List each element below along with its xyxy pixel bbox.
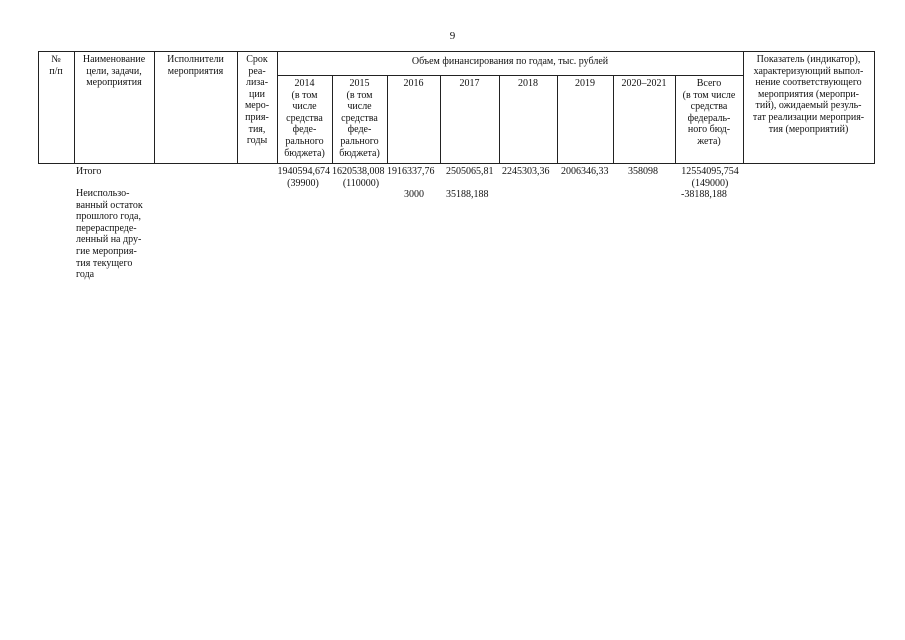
header-funding-title: Объем финансирования по годам, тыс. рублей [411,56,609,67]
itogo-2018: 2245303,36 [502,166,550,177]
itogo-2016: 1916337,76 [387,166,435,177]
itogo-2019: 2006346,33 [561,166,609,177]
unused-2017: 35188,188 [446,189,489,200]
page-number: 9 [449,30,456,42]
header-2017: 2017 [459,78,480,89]
unused-total: -38188,188 [681,189,727,200]
itogo-2015: 1620538,008 (110000) [332,166,385,189]
row-unused-label: Неиспользо- ванный остаток прошлого года, перераспреде- ленный на дру- гие мероприя- тия текущего года [76,188,143,281]
row-itogo-label: Итого [76,166,102,177]
header-2014: 2014 (в том числе средства феде- рального бюджета) [284,78,325,159]
header-indicator: Показатель (индикатор), характеризующий выпол- нение соответствующего мероприятия (меропри- тий), ожидаемый резуль- тат реализации мероприя- тия (мероприятий) [752,54,865,135]
header-2016: 2016 [403,78,424,89]
itogo-total: 12554095,754 (149000) [681,166,739,189]
itogo-2017: 2505065,81 [446,166,494,177]
header-2018: 2018 [518,78,538,89]
header-term: Срок реа- лиза- ции меро- прия- тия, годы [244,54,270,147]
header-num: № п/п [49,54,63,77]
unused-2016: 3000 [404,189,424,200]
header-executors: Исполнители мероприятия [167,54,224,77]
header-2020-2021: 2020–2021 [621,78,667,89]
header-name: Наименование цели, задачи, мероприятия [82,54,146,89]
header-2015: 2015 (в том числе средства феде- рального бюджета) [339,78,380,159]
itogo-2020-2021: 358098 [628,166,658,177]
itogo-2014: 1940594,674 (39900) [277,166,330,189]
header-2019: 2019 [575,78,595,89]
header-total: Всего (в том числе средства федераль- ного бюд- жета) [682,78,736,147]
